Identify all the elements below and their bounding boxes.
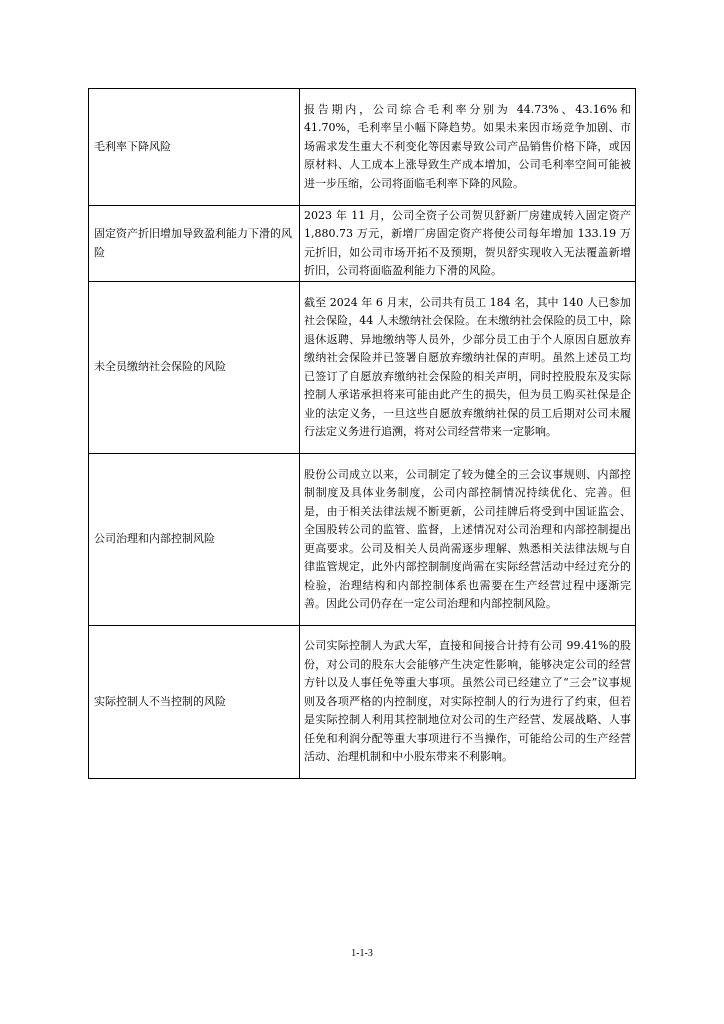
risk-name-cell: 公司治理和内部控制风险: [89, 454, 300, 626]
risk-name-cell: 未全员缴纳社会保险的风险: [89, 282, 300, 454]
risk-name-cell: 固定资产折旧增加导致盈利能力下滑的风险: [89, 206, 300, 282]
risk-name-cell: 毛利率下降风险: [89, 89, 300, 206]
risk-description-cell: 2023 年 11 月，公司全资子公司贺贝舒新厂房建成转入固定资产 1,880.73 万元，新增厂房固定资产将使公司每年增加 133.19 万元折旧，如公司市场开拓不及预期，贺贝舒实现收入无法覆盖新增折旧，公司将面临盈利能力下滑的风险。: [300, 206, 636, 282]
table-row: [89, 206, 636, 282]
risk-description-cell: 股份公司成立以来，公司制定了较为健全的三会议事规则、内部控制制度及具体业务制度，公司内部控制情况持续优化、完善。但是，由于相关法律法规不断更新，公司挂牌后将受到中国证监会、全国股转公司的监管、监督，上述情况对公司治理和内部控制提出更高要求。公司及相关人员尚需逐步理解、熟悉相关法律法规与自律监管规定，此外内部控制制度尚需在实际经营活动中经过充分的检验，治理结构和内部控制体系也需要在生产经营过程中逐渐完善。因此公司仍存在一定公司治理和内部控制风险。: [300, 454, 636, 626]
table-row: [89, 89, 636, 206]
table-row: [89, 282, 636, 454]
risk-description-cell: 报告期内，公司综合毛利率分别为 44.73%、43.16%和 41.70%，毛利率呈小幅下降趋势。如果未来因市场竞争加剧、市场需求发生重大不利变化等因素导致公司产品销售价格下降，或因原材料、人工成本上涨导致生产成本增加，公司毛利率空间可能被进一步压缩，公司将面临毛利率下降的风险。: [300, 89, 636, 206]
table-row: [89, 454, 636, 626]
page-number: 1-1-3: [351, 948, 373, 959]
risk-name-cell: 实际控制人不当控制的风险: [89, 626, 300, 779]
table-row: [89, 626, 636, 779]
risk-table: [88, 88, 636, 779]
risk-description-cell: 截至 2024 年 6 月末，公司共有员工 184 名，其中 140 人已参加社会保险，44 人未缴纳社会保险。在未缴纳社会保险的员工中，除退休返聘、异地缴纳等人员外，少部分员工由于个人原因自愿放弃缴纳社会保险并已签署自愿放弃缴纳社保的声明。虽然上述员工均已签订了自愿放弃缴纳社会保险的相关声明，同时控股股东及实际控制人承诺承担将来可能由此产生的损失，但为员工购买社保是企业的法定义务，一旦这些自愿放弃缴纳社保的员工后期对公司未履行法定义务进行追溯，将对公司经营带来一定影响。: [300, 282, 636, 454]
risk-description-cell: 公司实际控制人为武大军，直接和间接合计持有公司 99.41%的股份，对公司的股东大会能够产生决定性影响，能够决定公司的经营方针以及人事任免等重大事项。虽然公司已经建立了“三会”议事规则及各项严格的内控制度，对实际控制人的行为进行了约束，但若是实际控制人利用其控制地位对公司的生产经营、发展战略、人事任免和利润分配等重大事项进行不当操作，可能给公司的生产经营活动、治理机制和中小股东带来不利影响。: [300, 626, 636, 779]
